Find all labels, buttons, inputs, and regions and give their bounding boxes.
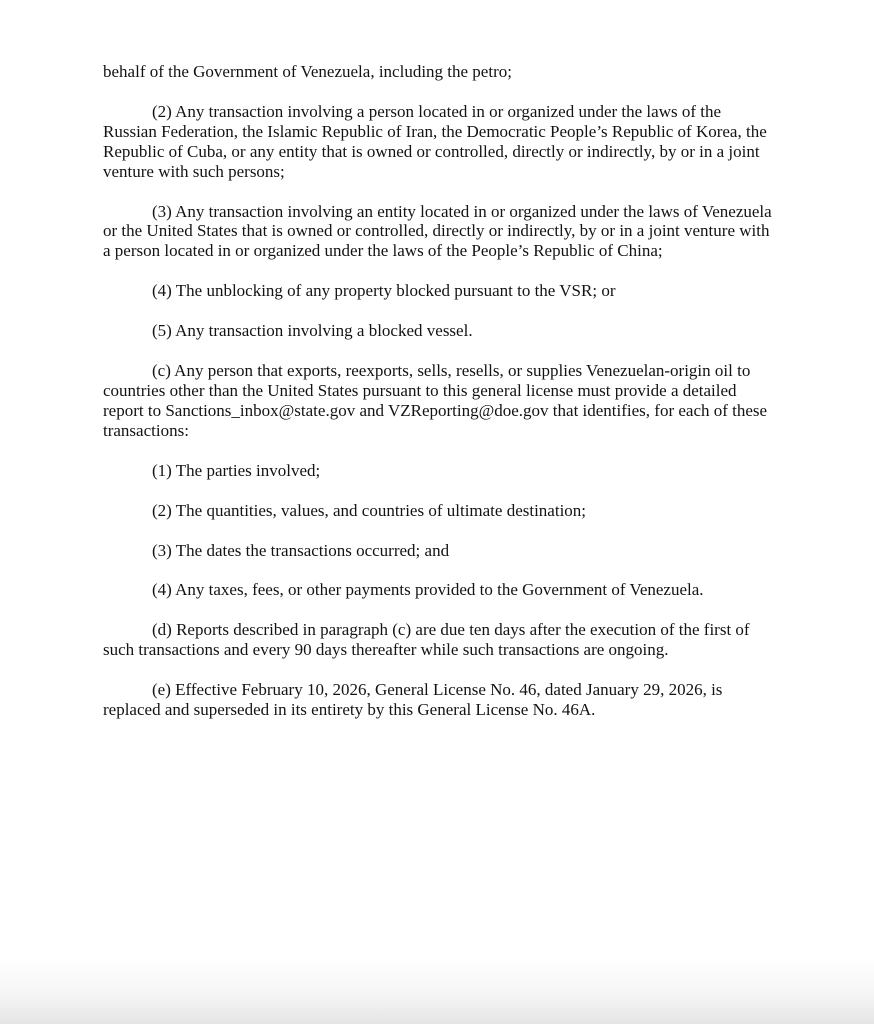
paragraph-b4: (4) The unblocking of any property blocked pursuant to the VSR; or bbox=[152, 281, 616, 301]
paragraph-d: (d) Reports described in paragraph (c) are due ten days after the execution of the first of such transactions and every 90 days thereafter while such transactions are ongoing. bbox=[103, 620, 750, 660]
document-text-block bbox=[103, 62, 773, 740]
paragraph-c2: (2) The quantities, values, and countries of ultimate destination; bbox=[152, 500, 587, 520]
paragraph-c1: (1) The parties involved; bbox=[152, 460, 321, 480]
paragraph-b5: (5) Any transaction involving a blocked vessel. bbox=[152, 321, 473, 341]
paragraph-c: (c) Any person that exports, reexports, sells, resells, or supplies Venezuelan-origin oil to countries other than the United States pursuant to this general license must provide a detailed report to Sanctions_inbox@state.gov and VZReporting@doe.gov that identifies, for each of these transactions: bbox=[103, 361, 768, 440]
paragraph-c3: (3) The dates the transactions occurred; and bbox=[152, 540, 450, 560]
paragraph-e: (e) Effective February 10, 2026, General License No. 46, dated January 29, 2026, is replaced and superseded in its entirety by this General License No. 46A. bbox=[103, 680, 723, 720]
paragraph-b3: (3) Any transaction involving an entity located in or organized under the laws of Venezuela or the United States that is owned or controlled, directly or indirectly, by or in a joint venture with a person located in or organized under the laws of the People’s Republic of China; bbox=[103, 201, 772, 261]
page-bottom-shadow bbox=[0, 956, 874, 1024]
paragraph-b2: (2) Any transaction involving a person located in or organized under the laws of the Russian Federation, the Islamic Republic of Iran, the Democratic People’s Republic of Korea, the Republic of Cuba, or any entity that is owned or controlled, directly or indirectly, by or in a joint venture with such persons; bbox=[103, 101, 767, 181]
paragraph-c4: (4) Any taxes, fees, or other payments provided to the Government of Venezuela. bbox=[152, 580, 704, 600]
paragraph-continuation: behalf of the Government of Venezuela, including the petro; bbox=[103, 62, 512, 81]
